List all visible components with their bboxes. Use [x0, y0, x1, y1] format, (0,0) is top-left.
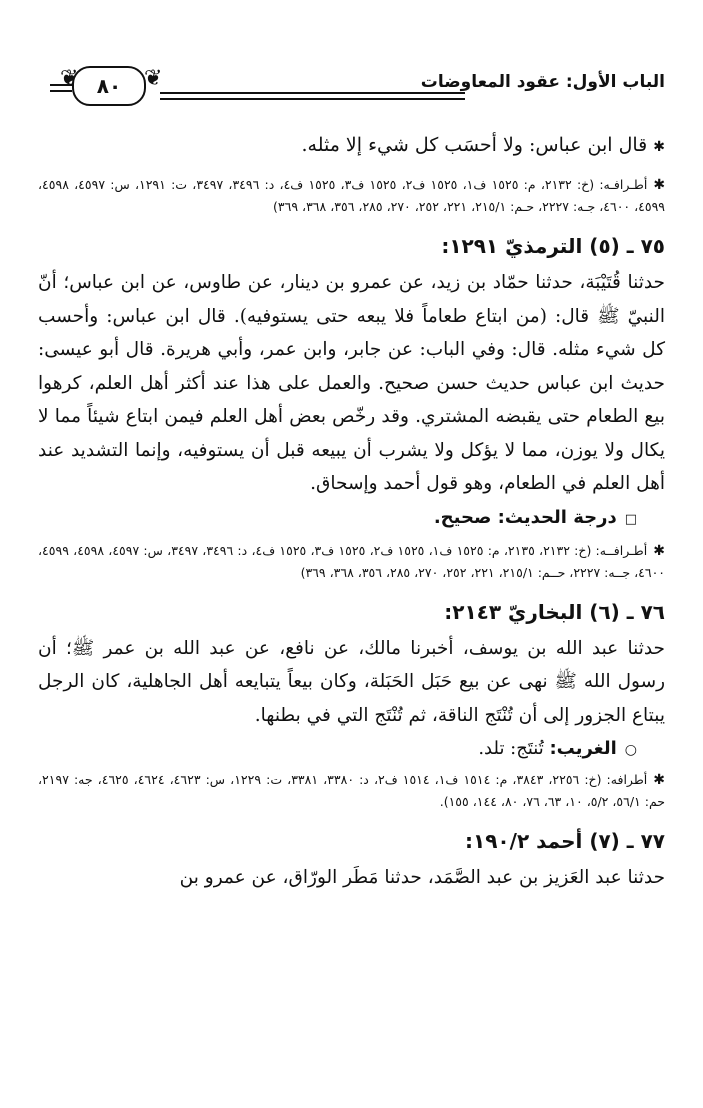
chapter-title: الباب الأول: عقود المعاوضات [420, 72, 665, 92]
gharib-text: تُنتَج: تلد. [478, 738, 544, 759]
hadith-77-title: ٧٧ ـ (٧) أحمد ١٩٠/٢: [465, 829, 665, 853]
star-icon: ✱ [653, 772, 665, 788]
gharib-label: الغريب: [549, 738, 617, 759]
hadith-76-references [38, 769, 665, 813]
hadith-75-grade-text: درجة الحديث: صحيح. [433, 506, 617, 528]
intro-quote [38, 128, 665, 164]
header-rule [160, 98, 465, 100]
intro-references-text: أطـرافـه: (خ: ٢١٣٢، م: ١٥٢٥ ف١، ١٥٢٥ ف٢، ١٥٢٥ ف٣، ١٥٢٥ ف٤، د: ٣٤٩٦، ٣٤٩٧، ت: ١٢٩١، س: ٤٥٩٧، ٤٥٩٨، ٤٥٩٩، ٤٦٠٠، جـه: ٢٢٢٧، حـم: ٢١٥/١، ٢٢١، ٢٥٢، ٢٧٠، ٢٨٥، ٣٥٦، ٣٦٨، ٣٦٩) [38, 177, 665, 214]
star-icon: ✱ [653, 177, 666, 193]
header-rule [160, 92, 465, 94]
hadith-76-gharib [38, 738, 637, 759]
star-icon: ✱ [653, 542, 665, 559]
hadith-77-text: حدثنا عبد العَزيز بن عبد الصَّمَد، حدثنا مَطَر الورّاق، عن عمرو بن [179, 867, 665, 888]
hadith-76-text: حدثنا عبد الله بن يوسف، أخبرنا مالك، عن نافع، عن عبد الله بن عمر ﷺ؛ أن رسول الله ﷺ نهى عن بيع حَبَل الحَبَلة، وكان بيعاً يتبايعه أهل الجاهلية، كان الرجل يبتاع الجزور إلى أن تُنْتَج الناقة، ثم تُنْتَج التي في بطنها. [38, 637, 665, 726]
intro-references [38, 174, 665, 218]
page-number-badge [72, 66, 146, 106]
hadith-76-references-text: أطرافه: (خ: ٢٢٥٦، ٣٨٤٣، م: ١٥١٤ ف١، ١٥١٤ ف٢، د: ٣٣٨٠، ٣٣٨١، ت: ١٢٢٩، س: ٤٦٢٣، ٤٦٢٤، ٤٦٢٥، جه: ٢١٩٧، حم: ٥٦/١، ٥/٢، ١٠، ٦٣، ٧٦، ٨٠، ١٤٤، ١٥٥). [38, 772, 665, 809]
page-header [60, 62, 665, 108]
hadith-75-references [38, 540, 665, 584]
circle-bullet-icon: ○ [624, 742, 637, 758]
ornament-right-icon: ❦ [144, 66, 163, 91]
square-bullet-icon: □ [624, 511, 637, 527]
hadith-75-references-text: أطـرافــه: (خ: ٢١٣٢، ٢١٣٥، م: ١٥٢٥ ف١، ١٥٢٥ ف٢، ١٥٢٥ ف٣، ١٥٢٥ ف٤، د: ٣٤٩٦، ٣٤٩٧، س: ٤٥٩٧، ٤٥٩٨، ٤٥٩٩، ٤٦٠٠، جــه: ٢٢٢٧، حــم: ٢١٥/١، ٢٢١، ٢٥٢، ٢٧٠، ٢٨٥، ٣٥٦، ٣٦٨، ٣٦٩) [38, 542, 665, 580]
page-content [38, 128, 665, 901]
hadith-75-title: ٧٥ ـ (٥) الترمذيّ ١٢٩١: [441, 234, 665, 258]
intro-quote-text: قال ابن عباس: ولا أحسَب كل شيء إلا مثله. [301, 134, 648, 156]
hadith-76-title: ٧٦ ـ (٦) البخاريّ ٢١٤٣: [444, 599, 665, 624]
star-icon: ✱ [653, 139, 665, 155]
hadith-75-grade [38, 507, 637, 528]
ornament-left-icon: ❦ [60, 66, 79, 91]
hadith-75-text: حدثنا قُتَيْبَة، حدثنا حمّاد بن زيد، عن عمرو بن دينار، عن طاوس، عن ابن عباس؛ أنّ النبيّ ﷺ قال: (من ابتاع طعاماً فلا يبعه حتى يستوفيه). قال ابن عباس: وأحسب كل شيء مثله. قال: وفي الباب: عن جابر، وابن عمر، وأبي هريرة. قال أبو عيسى: حديث ابن عباس حديث حسن صحيح. والعمل على هذا عند أكثر أهل العلم، كرهوا بيع الطعام حتى يقبضه المشتري. وقد رخّص بعض أهل العلم فيمن ابتاع شيئاً مما لا يكال ولا يوزن، مما لا يؤكل ولا يشرب أن يبيعه قبل أن يستوفيه، وإنما التشديد عند أهل العلم في الطعام، وهو قول أحمد وإسحاق. [38, 272, 665, 494]
page-number: ٨٠ [96, 74, 122, 98]
